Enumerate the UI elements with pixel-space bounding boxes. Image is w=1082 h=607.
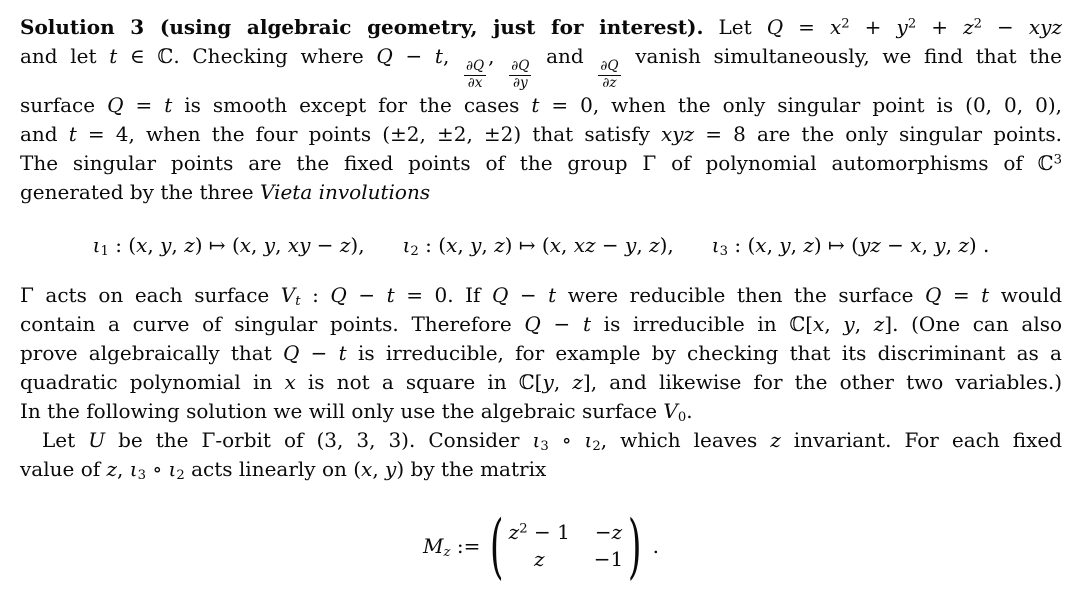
matrix-cell: $z^2 - 1$ (508, 519, 570, 544)
matrix-cell: −z (594, 519, 623, 544)
equation-matrix (20, 504, 1062, 587)
text-line: value of z, $\iota_3$ ∘ $\iota_2$ acts linearly on (x, y) by the matrix (20, 456, 547, 483)
text-line: Let U be the Γ-orbit of (3, 3, 3). Consider $\iota_3$ ∘ $\iota_2$, which leaves z invariant. For each fixed (42, 427, 1062, 454)
right-paren: ) (628, 504, 642, 587)
text-line (20, 13, 1062, 42)
paragraph-orbit (20, 426, 1062, 484)
matrix-lhs: $M_z$ := (423, 533, 481, 560)
solution-heading: Solution 3 (using algebraic geometry, just for interest). (20, 15, 704, 39)
matrix-body (505, 519, 628, 573)
text-line: prove algebraically that Q − t is irreducible, for example by checking that its discriminant as a (20, 340, 1062, 365)
equation-vieta-involutions (20, 230, 1062, 260)
left-paren: ( (490, 504, 504, 587)
text-line: and let t ∈ ℂ. Checking where Q − t, $\frac{\partial Q}{\partial x}$ , $\frac{\partial Q}{\partial y}$ and $\frac{\partial Q}{\partial z}$ vanish simultaneously, we find that the (20, 44, 1063, 91)
text-line: The singular points are the fixed points of the group Γ of polynomial automorphisms of ℂ$^3$ (20, 150, 1062, 175)
equation-period: . (652, 533, 659, 558)
matrix-cell: z (533, 546, 545, 571)
text-line: contain a curve of singular points. Therefore Q − t is irreducible in ℂ[x, y, z]. (One can also (20, 311, 1063, 336)
paragraph-intro (20, 13, 1062, 207)
intro-line-rest: Let $Q = x^2 + y^2 + z^2$ − xyz (703, 15, 1062, 39)
text-line: Γ acts on each surface $V_t$ : Q − t = 0. If Q − t were reducible then the surface Q = t would (20, 282, 1062, 309)
involution-1: $\iota_1$ : (x, y, z) ↦ (x, y, xy − z), (92, 232, 365, 259)
paragraph-gamma-action (20, 281, 1062, 426)
text-line: surface Q = t is smooth except for the cases t = 0, when the only singular point is (0, 0, 0), (20, 92, 1062, 117)
involution-2: $\iota_2$ : (x, y, z) ↦ (x, xz − y, z), (402, 232, 674, 259)
text-line: generated by the three Vieta involutions (20, 179, 431, 204)
involution-3: $\iota_3$ : (x, y, z) ↦ (yz − x, y, z) . (711, 232, 990, 259)
text-line: In the following solution we will only use the algebraic surface $V_0$. (20, 398, 693, 425)
text-line: and t = 4, when the four points (±2, ±2, ±2) that satisfy xyz = 8 are the only singular points. (20, 121, 1063, 146)
matrix-cell: −1 (593, 546, 624, 571)
text-line: quadratic polynomial in x is not a square in ℂ[y, z], and likewise for the other two variables.) (20, 369, 1063, 394)
